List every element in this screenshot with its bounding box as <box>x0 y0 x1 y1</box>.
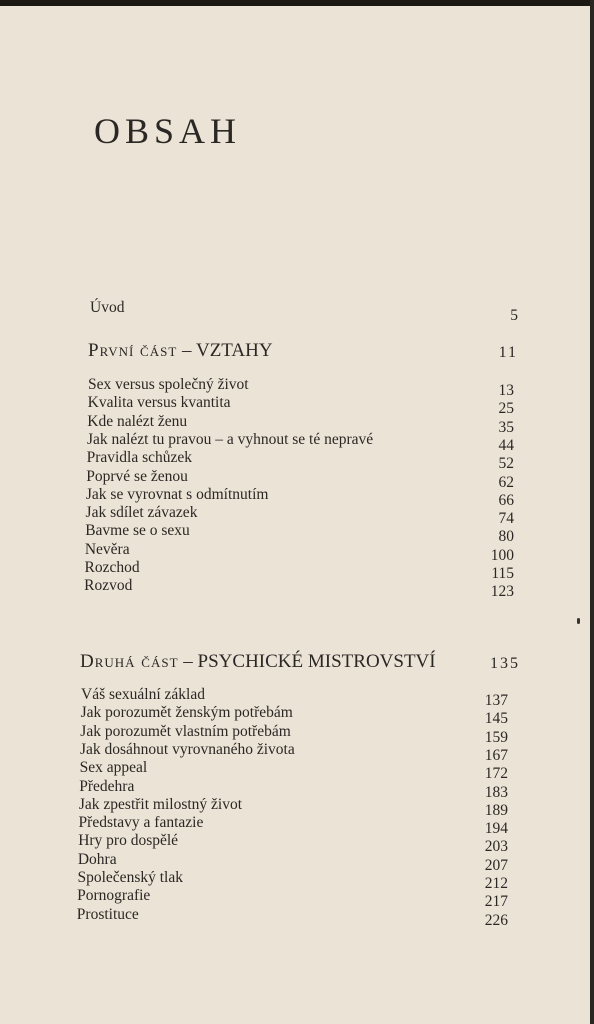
toc-entry-page: 80 <box>498 528 514 546</box>
toc-entry-label: Sex versus společný život <box>88 376 249 393</box>
part2-prefix: Druhá část <box>80 651 179 672</box>
toc-entry-page: 13 <box>498 382 514 399</box>
toc-entry-label: Jak zpestřit milostný život <box>78 795 243 813</box>
toc-entry-label: Představy a fantazie <box>78 814 204 832</box>
toc-entry-label: Hry pro dospělé <box>78 832 179 850</box>
toc-entry-page: 217 <box>484 893 508 911</box>
toc-entry-page: 137 <box>484 692 508 709</box>
toc-entry-label: Pornografie <box>77 887 151 905</box>
toc-entry-page: 62 <box>498 473 514 491</box>
toc-entry-label: Váš sexuální základ <box>81 686 205 703</box>
toc-entry-page: 207 <box>484 856 508 874</box>
toc-entry-label: Jak se vyrovnat s odmítnutím <box>85 485 269 503</box>
toc-entry-label: Kde nalézt ženu <box>87 412 188 430</box>
toc-entry-label: Dohra <box>77 850 117 868</box>
paper-speck <box>577 618 580 624</box>
toc-entry-label: Rozvod <box>84 577 133 595</box>
part2-heading <box>80 651 520 673</box>
toc-entry-page: 66 <box>498 491 514 509</box>
toc-entry-page: 25 <box>498 400 514 418</box>
toc-entry-label: Bavme se o sexu <box>85 522 190 540</box>
toc-entry-page: 123 <box>490 583 514 601</box>
part1-page: 11 <box>498 344 518 361</box>
part2-dash: – <box>178 651 198 672</box>
toc-entry-label: Prostituce <box>76 905 139 923</box>
toc-entry-page: 44 <box>498 436 514 454</box>
toc-entry-page: 189 <box>484 801 508 819</box>
toc-entry-label: Úvod <box>90 299 125 316</box>
part2-page: 135 <box>490 655 520 672</box>
part1-dash: – <box>177 340 196 361</box>
toc-entry-page: 145 <box>484 710 508 728</box>
toc-entry-label: Sex appeal <box>79 759 148 777</box>
toc-entry-label: Rozchod <box>84 559 140 576</box>
toc-entry-label: Kvalita versus kvantita <box>87 394 231 412</box>
part2-name: PSYCHICKÉ MISTROVSTVÍ <box>197 651 436 672</box>
toc-entry-label: Poprvé se ženou <box>86 467 188 485</box>
toc-entry-page: 100 <box>490 546 514 564</box>
toc-entry-label: Předehra <box>79 777 135 795</box>
toc-entry-page: 167 <box>484 746 508 764</box>
toc-entry-page: 115 <box>491 565 514 582</box>
toc-entry-label: Jak porozumět ženským potřebám <box>80 704 293 722</box>
toc-entry-page: 159 <box>484 728 508 746</box>
toc-entry-label: Společenský tlak <box>77 869 183 886</box>
toc-entry-page: 74 <box>498 510 514 528</box>
toc-entry-page: 212 <box>484 875 508 892</box>
toc-entry-label: Jak porozumět vlastním potřebám <box>80 722 291 740</box>
toc-entry-label: Jak sdílet závazek <box>85 504 198 522</box>
part1-name: VZTAHY <box>195 340 273 361</box>
toc-entry-label: Jak nalézt tu pravou – a vyhnout se té nepravé <box>86 430 374 448</box>
toc-entry-label: Nevěra <box>84 540 130 558</box>
part1-prefix: První část <box>88 340 178 361</box>
toc-entry-label: Jak dosáhnout vyrovnaného života <box>79 740 295 758</box>
toc-entry-page: 194 <box>484 820 508 838</box>
toc-entry-label: Pravidla schůzek <box>86 449 193 467</box>
toc-entry-page: 35 <box>498 418 514 436</box>
toc-entry-page: 203 <box>484 838 508 856</box>
toc-entry-page: 226 <box>484 911 508 929</box>
toc-entry-page: 172 <box>484 765 508 783</box>
toc-entry-page: 183 <box>484 783 508 801</box>
page-right-edge <box>590 0 594 1024</box>
page-title: OBSAH <box>94 111 242 151</box>
toc-entry-page: 5 <box>510 307 518 324</box>
book-page <box>0 6 590 1024</box>
part1-heading <box>88 340 518 362</box>
toc-entry-page: 52 <box>498 455 514 473</box>
